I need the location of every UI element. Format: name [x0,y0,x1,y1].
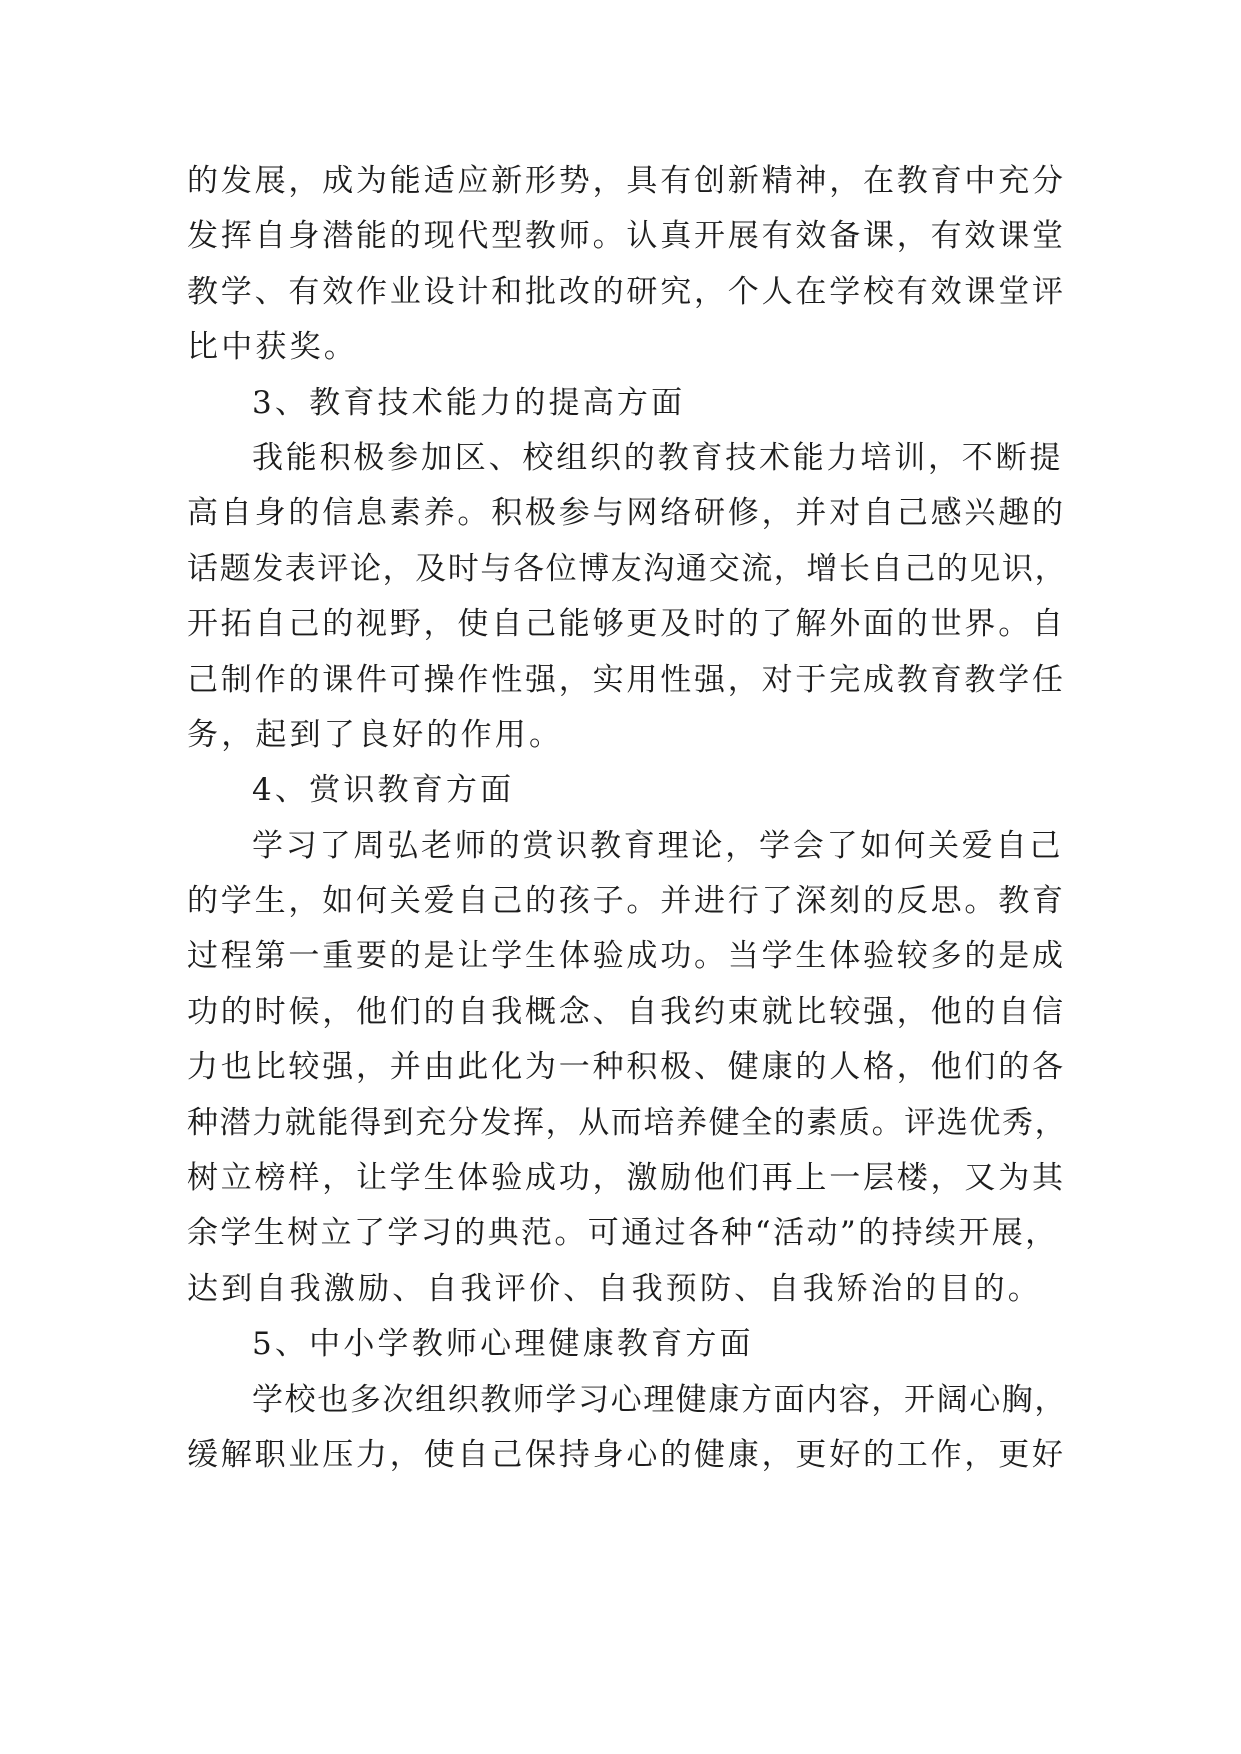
text-line: 过程第一重要的是让学生体验成功。当学生体验较多的是成 [187,938,1066,975]
text-line: 3、教育技术能力的提高方面 [252,384,686,421]
text-line: 达到自我激励、自我评价、自我预防、自我矫治的目的。 [187,1270,1042,1307]
text-line: 己制作的课件可操作性强，实用性强，对于完成教育教学任 [187,661,1066,698]
text-line: 的学生，如何关爱自己的孩子。并进行了深刻的反思。教育 [187,883,1066,920]
text-line: 5、中小学教师心理健康教育方面 [252,1326,754,1363]
text-line: 4、赏识教育方面 [252,772,515,809]
text-line: 开拓自己的视野，使自己能够更及时的了解外面的世界。自 [187,606,1066,643]
text-line: 高自身的信息素养。积极参与网络研修，并对自己感兴趣的 [187,495,1066,532]
text-line: 我能积极参加区、校组织的教育技术能力培训，不断提 [252,439,1064,476]
text-line: 种潜力就能得到充分发挥，从而培养健全的素质。评选优秀， [187,1104,1068,1141]
text-line: 比中获奖。 [187,329,358,366]
text-line: 功的时候，他们的自我概念、自我约束就比较强，他的自信 [187,993,1066,1030]
text-line: 发挥自身潜能的现代型教师。认真开展有效备课，有效课堂 [187,218,1066,255]
text-line: 树立榜样，让学生体验成功，激励他们再上一层楼，又为其 [187,1160,1066,1197]
text-line: 缓解职业压力，使自己保持身心的健康，更好的工作，更好 [187,1436,1066,1473]
body-text [187,154,1067,1483]
text-line: 话题发表评论，及时与各位博友沟通交流，增长自己的见识， [187,550,1068,587]
text-line: 力也比较强，并由此化为一种积极、健康的人格，他们的各 [187,1049,1066,1086]
text-line: 教学、有效作业设计和批改的研究，个人在学校有效课堂评 [187,273,1066,310]
text-line: 务，起到了良好的作用。 [187,716,564,753]
text-line: 的发展，成为能适应新形势，具有创新精神，在教育中充分 [187,163,1066,199]
text-line: 学习了周弘老师的赏识教育理论，学会了如何关爱自己 [252,827,1064,864]
text-line: 余学生树立了学习的典范。可通过各种“活动”的持续开展， [187,1215,1059,1252]
text-line: 学校也多次组织教师学习心理健康方面内容，开阔心胸， [252,1381,1067,1418]
